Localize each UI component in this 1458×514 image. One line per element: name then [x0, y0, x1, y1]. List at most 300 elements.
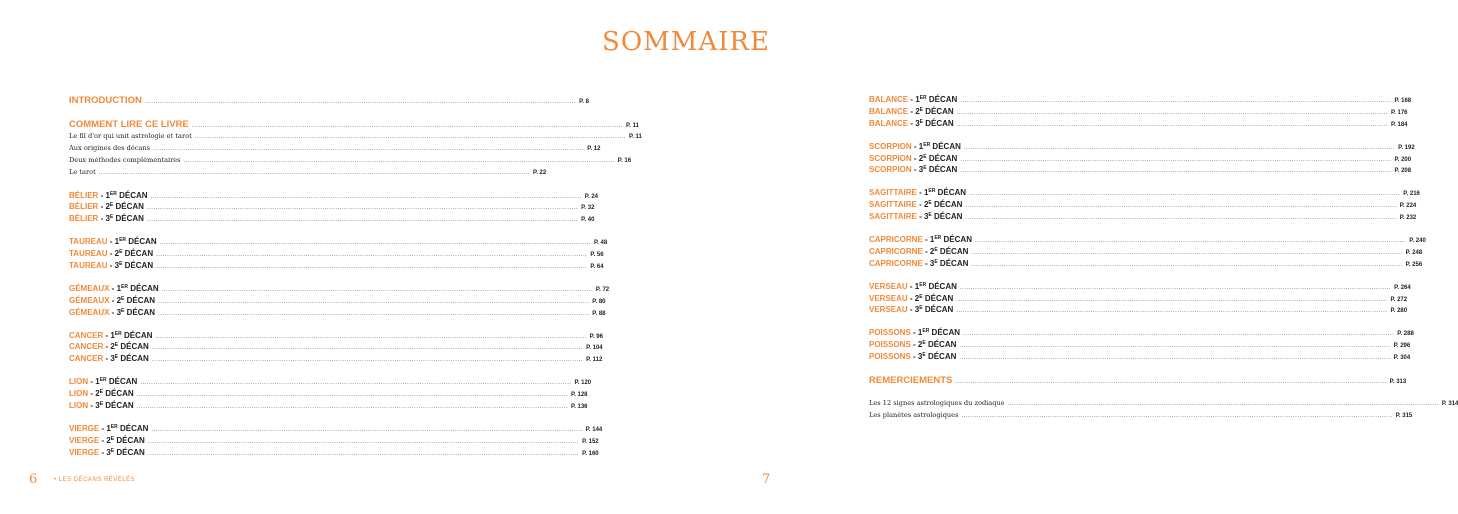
decan-number: 1 — [110, 330, 115, 340]
sign-name: GÉMEAUX — [69, 295, 110, 305]
entry-label — [869, 118, 954, 130]
entry-page: P. 208 — [1394, 168, 1412, 175]
decan-label — [924, 212, 962, 221]
entry-page: P. 232 — [1399, 215, 1417, 222]
entry-page: P. 248 — [1405, 249, 1423, 256]
sign-name: CANCER — [69, 354, 104, 364]
toc-subentry[interactable] — [69, 167, 547, 179]
decan-ordinal: E — [99, 401, 104, 408]
entry-page: P. 240 — [1409, 238, 1426, 245]
dot-leader — [960, 96, 1391, 108]
entry-label — [69, 260, 153, 272]
dot-leader — [956, 295, 1387, 307]
decan-word: DÉCAN — [934, 200, 963, 210]
entry-label — [869, 339, 956, 351]
toc-entry-decan[interactable] — [869, 141, 1415, 153]
sign-name: BALANCE — [869, 95, 909, 104]
entry-page: P. 72 — [595, 286, 610, 293]
decan-word: DÉCAN — [124, 261, 154, 271]
entry-page: P. 184 — [1390, 121, 1408, 128]
sign-name: BALANCE — [869, 118, 909, 128]
toc-entry-decan[interactable] — [869, 234, 1426, 246]
decan-label — [918, 340, 956, 349]
separator: - — [98, 202, 106, 212]
decan-number: 1 — [114, 237, 120, 247]
decan-number: 1 — [929, 235, 935, 245]
sign-name: GÉMEAUX — [69, 283, 110, 293]
decan-number: 2 — [95, 389, 100, 399]
separator: - — [107, 249, 115, 259]
entry-label — [69, 330, 152, 342]
decan-label — [915, 305, 953, 314]
decan-label — [106, 448, 144, 457]
separator: - — [99, 435, 107, 445]
toc-entry-decan[interactable] — [69, 330, 603, 342]
decan-number: 2 — [929, 246, 935, 256]
dot-leader — [959, 341, 1390, 353]
entry-page: P. 314 — [1441, 401, 1458, 408]
sign-name: BALANCE — [869, 106, 909, 116]
sign-name: VIERGE — [69, 447, 100, 457]
entry-page: P. 256 — [1405, 261, 1423, 268]
toc-entry-decan[interactable] — [869, 327, 1414, 339]
decan-word: DÉCAN — [932, 141, 961, 151]
entry-label: Le fil d'or qui unit astrologie et tarot — [69, 132, 192, 140]
sign-name: SCORPION — [869, 153, 912, 163]
entry-label — [869, 141, 961, 153]
toc-entry-decan[interactable] — [69, 388, 588, 400]
decan-word: DÉCAN — [116, 447, 145, 457]
entry-page: P. 96 — [589, 333, 603, 340]
toc-subentry[interactable] — [69, 131, 642, 143]
toc-entry-decan[interactable] — [69, 353, 603, 365]
sign-name: POISSONS — [869, 340, 911, 350]
decan-label — [105, 202, 143, 211]
decan-label — [110, 331, 152, 340]
entry-label — [869, 211, 962, 223]
decan-ordinal: E — [110, 447, 115, 454]
sign-name: POISSONS — [869, 352, 911, 362]
decan-word: DÉCAN — [928, 153, 958, 163]
separator: - — [98, 214, 106, 224]
toc-entry-decan[interactable] — [69, 423, 603, 435]
separator: - — [107, 261, 115, 271]
toc-entry-decan[interactable] — [69, 341, 603, 353]
sign-name: CANCER — [69, 342, 104, 352]
toc-entry-decan[interactable] — [69, 435, 599, 447]
decan-label — [919, 154, 957, 163]
toc-entry-decan[interactable] — [69, 283, 610, 295]
entry-label — [869, 94, 957, 106]
entry-page: P. 80 — [592, 298, 606, 305]
entry-label — [869, 293, 953, 305]
decan-ordinal: E — [919, 293, 923, 300]
toc-entry-decan[interactable] — [869, 94, 1412, 106]
decan-word: DÉCAN — [126, 307, 156, 317]
entry-page: P. 296 — [1393, 343, 1411, 350]
decan-ordinal: E — [923, 165, 927, 172]
sign-name: TAUREAU — [69, 261, 108, 271]
entry-label: REMERCIEMENTS — [869, 375, 953, 387]
decan-number: 3 — [116, 307, 122, 317]
separator: - — [916, 212, 924, 222]
toc-right — [869, 94, 1458, 422]
sign-name: CAPRICORNE — [869, 235, 923, 245]
decan-word: DÉCAN — [116, 435, 145, 445]
separator: - — [109, 295, 117, 305]
toc-entry-decan[interactable] — [869, 164, 1412, 176]
decan-label — [106, 424, 148, 433]
entry-page: P. 160 — [582, 450, 599, 457]
decan-ordinal: ER — [922, 328, 930, 335]
decan-label — [106, 436, 144, 445]
sign-name: CAPRICORNE — [869, 258, 923, 268]
toc-entry-decan[interactable] — [869, 351, 1411, 363]
toc-entry-remerciements[interactable] — [869, 374, 1407, 387]
entry-label — [869, 258, 968, 270]
decan-number: 3 — [114, 261, 120, 271]
entry-label: Les planètes astrologiques — [869, 410, 959, 419]
decan-ordinal: E — [922, 352, 926, 359]
decan-label — [915, 107, 953, 116]
decan-label — [924, 188, 966, 197]
decan-ordinal: ER — [109, 190, 117, 197]
sign-name: LION — [69, 401, 89, 411]
toc-entry-decan[interactable] — [69, 307, 606, 319]
toc-entry-decan[interactable] — [869, 281, 1411, 293]
entry-label — [869, 304, 953, 316]
separator: - — [88, 377, 96, 387]
decan-number: 1 — [915, 95, 920, 104]
decan-number: 2 — [114, 249, 120, 259]
decan-word: DÉCAN — [115, 214, 144, 224]
decan-label — [919, 165, 957, 174]
page-number-right: 7 — [762, 472, 771, 487]
entry-page: P. 8 — [579, 99, 589, 105]
decan-number: 2 — [917, 340, 923, 350]
decan-label — [117, 284, 159, 293]
sign-name: BÉLIER — [69, 214, 99, 224]
separator: - — [99, 423, 107, 433]
dot-leader — [975, 236, 1406, 248]
entry-label — [869, 234, 972, 246]
entry-page: P. 12 — [587, 145, 601, 152]
decan-number: 2 — [110, 342, 115, 352]
toc-subentry[interactable] — [69, 155, 632, 167]
decan-number: 2 — [915, 106, 920, 116]
toc-entry-decan[interactable] — [69, 295, 606, 307]
decan-ordinal: E — [923, 153, 927, 160]
decan-ordinal: E — [119, 261, 123, 268]
dot-leader — [960, 283, 1391, 295]
separator: - — [922, 258, 930, 268]
entry-label: Le tarot — [69, 167, 96, 176]
toc-entry-decan[interactable] — [869, 187, 1420, 199]
page-title: SOMMAIRE — [602, 27, 770, 57]
separator: - — [88, 401, 96, 411]
toc-entry-decan[interactable] — [869, 304, 1408, 316]
decan-number: 1 — [923, 188, 929, 198]
decan-ordinal: E — [121, 295, 125, 302]
toc-subentry[interactable] — [869, 398, 1458, 410]
entry-label: Deux méthodes complémentaires — [69, 155, 181, 164]
decan-label — [930, 247, 968, 256]
dot-leader — [969, 189, 1400, 201]
separator: - — [922, 235, 930, 245]
entry-label — [869, 106, 954, 118]
toc-entry-decan[interactable] — [69, 260, 604, 272]
decan-ordinal: E — [922, 340, 926, 347]
entry-label — [69, 201, 144, 213]
decan-ordinal: E — [919, 106, 924, 113]
toc-subentry[interactable] — [69, 143, 601, 155]
toc-entry-decan[interactable] — [869, 118, 1408, 130]
decan-word: DÉCAN — [939, 246, 969, 256]
entry-page: P. 144 — [585, 426, 603, 433]
separator: - — [109, 283, 117, 293]
decan-label — [915, 119, 953, 128]
decan-word: DÉCAN — [105, 389, 134, 399]
decan-word: DÉCAN — [119, 190, 148, 200]
separator: - — [911, 141, 919, 151]
decan-number: 3 — [914, 305, 920, 315]
decan-word: DÉCAN — [128, 237, 157, 247]
entry-label — [869, 187, 966, 199]
toc-entry-decan[interactable] — [869, 199, 1417, 211]
decan-ordinal: ER — [99, 377, 107, 384]
toc-entry-decan[interactable] — [869, 293, 1408, 305]
entry-page: P. 112 — [586, 357, 603, 364]
toc-entry-decan[interactable] — [69, 236, 608, 248]
separator: - — [907, 293, 915, 303]
decan-label — [117, 308, 155, 317]
sign-name: VIERGE — [69, 435, 100, 445]
dot-leader — [961, 411, 1392, 423]
decan-number: 3 — [105, 214, 110, 224]
decan-word: DÉCAN — [130, 283, 159, 293]
decan-word: DÉCAN — [123, 330, 153, 340]
sign-name: VIERGE — [69, 423, 100, 433]
entry-page: P. 313 — [1389, 379, 1407, 386]
sign-name: LION — [69, 389, 89, 399]
sign-name: BÉLIER — [69, 190, 99, 200]
entry-page: P. 264 — [1394, 284, 1411, 291]
entry-label — [869, 246, 968, 258]
toc-entry-decan[interactable] — [869, 153, 1412, 165]
toc-entry-decan[interactable] — [69, 376, 592, 388]
decan-label — [924, 200, 962, 209]
decan-ordinal: ER — [919, 95, 927, 101]
toc-entry-introduction[interactable] — [69, 94, 589, 107]
entry-page: P. 168 — [1394, 98, 1412, 104]
toc-entry-decan[interactable] — [69, 190, 599, 202]
decan-number: 2 — [116, 295, 122, 305]
decan-number: 2 — [105, 202, 110, 212]
decan-ordinal: E — [919, 118, 924, 125]
separator: - — [88, 389, 96, 399]
entry-page: P. 16 — [617, 157, 632, 164]
separator: - — [908, 118, 916, 128]
decan-word: DÉCAN — [924, 305, 954, 315]
decan-label — [919, 142, 961, 151]
decan-number: 2 — [923, 200, 929, 210]
sign-name: SAGITTAIRE — [869, 212, 917, 222]
page-number-left: 6 — [29, 472, 38, 487]
entry-label: Aux origines des décans — [69, 143, 150, 152]
toc-entry-decan[interactable] — [69, 248, 604, 260]
separator: - — [908, 106, 916, 116]
entry-label — [869, 164, 957, 176]
toc-entry-decan[interactable] — [869, 339, 1411, 351]
decan-number: 1 — [105, 190, 110, 200]
sign-name: BÉLIER — [69, 202, 99, 212]
decan-word: DÉCAN — [115, 202, 144, 212]
decan-label — [918, 352, 956, 361]
entry-page: P. 288 — [1397, 331, 1414, 338]
decan-word: DÉCAN — [939, 258, 969, 268]
decan-label — [930, 259, 968, 268]
decan-word: DÉCAN — [927, 340, 957, 350]
decan-label — [105, 191, 147, 200]
dot-leader — [971, 248, 1402, 260]
decan-ordinal: ER — [119, 237, 127, 244]
entry-page: P. 120 — [574, 380, 592, 387]
toc-subentry[interactable] — [869, 410, 1413, 422]
decan-number: 3 — [929, 258, 935, 268]
toc-entry-decan[interactable] — [869, 106, 1408, 118]
decan-ordinal: ER — [923, 141, 931, 148]
decan-word: DÉCAN — [928, 165, 958, 175]
toc-entry-decan[interactable] — [69, 213, 595, 225]
decan-ordinal: E — [928, 200, 932, 207]
separator: - — [911, 153, 919, 163]
entry-page: P. 315 — [1395, 412, 1413, 419]
decan-ordinal: E — [114, 342, 119, 349]
dot-leader — [964, 143, 1395, 155]
entry-label — [869, 153, 957, 165]
sign-name: SCORPION — [869, 165, 912, 175]
running-title: • LES DÉCANS RÉVÉLÉS — [54, 477, 136, 483]
decan-label — [95, 377, 137, 386]
entry-page: P. 304 — [1393, 355, 1411, 362]
dot-leader — [957, 120, 1388, 132]
entry-page: P. 88 — [592, 310, 606, 317]
entry-label — [69, 213, 144, 225]
entry-page: P. 48 — [593, 240, 608, 247]
separator: - — [922, 246, 930, 256]
separator: - — [907, 281, 915, 291]
entry-page: P. 32 — [581, 205, 595, 212]
separator: - — [107, 237, 115, 247]
dot-leader — [960, 166, 1391, 178]
decan-word: DÉCAN — [931, 328, 960, 338]
entry-page: P. 64 — [590, 264, 604, 271]
entry-page: P. 192 — [1398, 144, 1415, 151]
left-page — [0, 0, 642, 514]
dot-leader — [957, 108, 1388, 120]
decan-label — [115, 237, 157, 246]
dot-leader — [965, 201, 1396, 213]
entry-page: P. 176 — [1390, 109, 1408, 116]
sign-name: CANCER — [69, 330, 104, 340]
decan-label — [117, 296, 155, 305]
toc-entry-decan[interactable] — [69, 447, 599, 459]
entry-page: P. 224 — [1399, 203, 1417, 210]
decan-number: 3 — [106, 447, 111, 457]
decan-word: DÉCAN — [124, 249, 154, 259]
decan-number: 1 — [116, 283, 122, 293]
entry-page: P. 128 — [570, 392, 588, 399]
toc-entry-decan[interactable] — [869, 246, 1423, 258]
entry-label — [69, 435, 145, 447]
decan-ordinal: E — [121, 307, 125, 314]
decan-ordinal: E — [119, 249, 123, 256]
sign-name: CAPRICORNE — [869, 246, 923, 256]
decan-ordinal: ER — [934, 235, 942, 242]
sign-name: SCORPION — [869, 141, 912, 151]
entry-label — [69, 236, 157, 248]
dot-leader — [1008, 399, 1439, 411]
sign-name: VERSEAU — [869, 305, 908, 315]
decan-number: 2 — [914, 293, 920, 303]
entry-page: P. 216 — [1403, 191, 1420, 198]
entry-label: INTRODUCTION — [69, 95, 142, 106]
toc-entry-comment-lire[interactable] — [69, 118, 639, 131]
entry-label — [869, 327, 960, 339]
entry-label — [69, 353, 149, 365]
toc-entry-decan[interactable] — [69, 400, 588, 412]
toc-entry-decan[interactable] — [869, 258, 1423, 270]
sign-name: SAGITTAIRE — [869, 200, 917, 210]
entry-label — [869, 281, 957, 293]
decan-label — [95, 389, 133, 398]
entry-page: P. 136 — [570, 404, 588, 411]
sign-name: VERSEAU — [869, 293, 908, 303]
decan-number: 1 — [95, 377, 100, 387]
entry-label — [69, 388, 134, 400]
entry-page: P. 272 — [1390, 296, 1408, 303]
decan-word: DÉCAN — [928, 95, 958, 104]
entry-label — [69, 295, 155, 307]
decan-ordinal: ER — [928, 188, 936, 195]
toc-entry-decan[interactable] — [69, 201, 595, 213]
entry-label — [69, 423, 148, 435]
decan-word: DÉCAN — [928, 281, 957, 291]
decan-number: 3 — [110, 354, 115, 364]
dot-leader — [959, 353, 1390, 365]
entry-label — [69, 376, 137, 388]
decan-number: 3 — [915, 118, 920, 128]
decan-ordinal: E — [99, 389, 104, 396]
entry-page: P. 200 — [1394, 156, 1412, 163]
separator: - — [910, 340, 918, 350]
separator: - — [109, 307, 117, 317]
sign-name: TAUREAU — [69, 249, 108, 259]
entry-label: COMMENT LIRE CE LIVRE — [69, 119, 189, 130]
decan-word: DÉCAN — [925, 106, 954, 116]
decan-word: DÉCAN — [120, 354, 149, 364]
separator: - — [103, 330, 111, 340]
sign-name: TAUREAU — [69, 237, 108, 247]
decan-ordinal: E — [109, 202, 114, 209]
decan-ordinal: ER — [114, 330, 122, 337]
decan-number: 3 — [917, 352, 923, 362]
sign-name: LION — [69, 377, 89, 387]
toc-entry-decan[interactable] — [869, 211, 1417, 223]
entry-page: P. 40 — [581, 217, 595, 224]
decan-ordinal: E — [934, 258, 938, 265]
decan-word: DÉCAN — [126, 295, 156, 305]
